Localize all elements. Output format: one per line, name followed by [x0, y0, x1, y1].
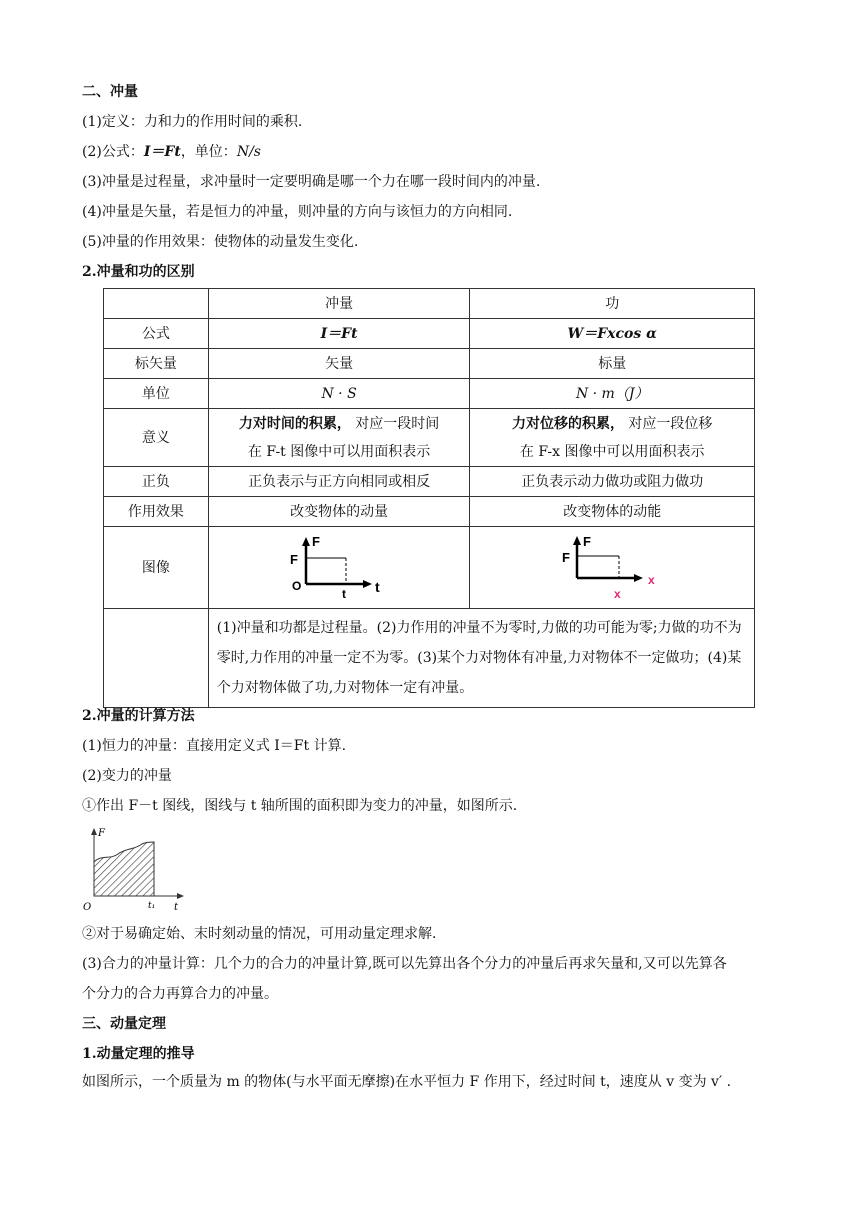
table-row-note — [104, 609, 755, 708]
derivation-title: 1.动量定理的推导 — [82, 1046, 195, 1062]
formula-prefix: (2)公式： — [82, 144, 144, 160]
table-row-header — [104, 289, 755, 319]
table-row-graph — [104, 527, 755, 609]
table-cell: 图像 — [104, 527, 209, 609]
t1-label: t₁ — [148, 901, 156, 911]
table-row-unit — [104, 379, 755, 409]
table-row-sign — [104, 467, 755, 497]
origin-label: O — [83, 902, 92, 913]
meaning-impulse-text: 对应一段时间 — [350, 415, 440, 432]
meaning-impulse-area: 在 F-t 图像中可以用面积表示 — [247, 443, 431, 460]
x-axis-label: t — [375, 578, 380, 595]
derivation-text: 如图所示，一个质量为 m 的物体(与水平面无摩擦)在水平恒力 F 作用下，经过时间 t，速度从 v 变为 v′ . — [82, 1074, 732, 1090]
calc-graph-method: ①作出 F－t 图线，图线与 t 轴所围的面积即为变力的冲量，如图所示. — [82, 798, 518, 814]
t-value-label: t — [342, 586, 347, 601]
meaning-work-text: 对应一段位移 — [623, 415, 713, 432]
meaning-work-area: 在 F-x 图像中可以用面积表示 — [519, 443, 705, 460]
comparison-title: 2.冲量和功的区别 — [82, 264, 195, 280]
table-cell: 作用效果 — [104, 497, 209, 527]
comparison-table — [103, 288, 755, 708]
table-cell: 矢量 — [208, 349, 470, 379]
f-x-graph — [557, 532, 667, 604]
definition-text: (1)定义：力和力的作用时间的乘积. — [82, 114, 303, 130]
section-title-theorem: 三、动量定理 — [82, 1016, 166, 1032]
table-cell: 标量 — [470, 349, 755, 379]
table-cell — [470, 409, 755, 467]
table-cell: 单位 — [104, 379, 209, 409]
table-cell — [104, 289, 209, 319]
calc-variable-force: (2)变力的冲量 — [82, 768, 172, 784]
formula-line — [82, 142, 261, 162]
table-note: (1)冲量和功都是过程量。(2)力作用的冲量不为零时,力做的功可能为零;力做的功不为零时,力作用的冲量一定不为零。(3)某个力对物体有冲量,力对物体不一定做功；(4)某个力对物体做了功,力对物体一定有冲量。 — [208, 609, 754, 708]
formula: I＝Ft — [143, 144, 181, 160]
table-row-formula — [104, 319, 755, 349]
table-row-effect — [104, 497, 755, 527]
force-label: F — [290, 551, 299, 567]
process-quantity-text: (3)冲量是过程量，求冲量时一定要明确是哪一个力在哪一段时间内的冲量. — [82, 174, 541, 190]
table-cell: N · S — [208, 379, 470, 409]
variable-force-figure — [80, 824, 190, 916]
y-axis-label: F — [583, 533, 592, 549]
meaning-impulse-bold: 力对时间的积累， — [238, 415, 351, 432]
formula-mid: ，单位： — [180, 144, 237, 160]
table-row-vector — [104, 349, 755, 379]
effect-text: (5)冲量的作用效果：使物体的动量发生变化. — [82, 234, 359, 250]
vector-text: (4)冲量是矢量，若是恒力的冲量，则冲量的方向与该恒力的方向相同. — [82, 204, 513, 220]
table-cell — [208, 527, 470, 609]
y-axis-label: F — [312, 533, 321, 549]
calc-title: 2.冲量的计算方法 — [82, 708, 195, 724]
x-value-label: x — [614, 586, 621, 601]
table-cell — [208, 409, 470, 467]
table-row-meaning — [104, 409, 755, 467]
table-cell: 标矢量 — [104, 349, 209, 379]
x-axis-label: x — [648, 572, 655, 587]
formula-unit: N/s — [236, 144, 261, 160]
origin-label: O — [292, 578, 302, 593]
table-cell: 正负 — [104, 467, 209, 497]
y-axis-label: F — [98, 828, 105, 839]
table-cell: 正负表示动力做功或阻力做功 — [470, 467, 755, 497]
table-cell: 改变物体的动量 — [208, 497, 470, 527]
section-title-impulse: 二、冲量 — [82, 84, 138, 100]
table-cell: W＝Fxcos α — [470, 319, 755, 349]
table-cell: I＝Ft — [208, 319, 470, 349]
table-cell: 意义 — [104, 409, 209, 467]
x-axis-label: t — [174, 902, 179, 913]
table-cell — [470, 527, 755, 609]
table-cell: 公式 — [104, 319, 209, 349]
table-cell: 改变物体的动能 — [470, 497, 755, 527]
force-label: F — [562, 549, 571, 565]
table-cell: 冲量 — [208, 289, 470, 319]
table-cell: N · m（J） — [470, 379, 755, 409]
f-t-graph — [284, 534, 394, 602]
calc-constant-force: (1)恒力的冲量：直接用定义式 I＝Ft 计算. — [82, 738, 347, 754]
table-cell: 功 — [470, 289, 755, 319]
meaning-work-bold: 力对位移的积累， — [511, 415, 624, 432]
table-cell: 正负表示与正方向相同或相反 — [208, 467, 470, 497]
calc-momentum-theorem: ②对于易确定始、末时刻动量的情况，可用动量定理求解. — [82, 926, 437, 942]
table-cell — [104, 609, 209, 708]
calc-net-force-a: (3)合力的冲量计算：几个力的合力的冲量计算,既可以先算出各个分力的冲量后再求矢量和,又可以先算各 — [82, 956, 727, 972]
calc-net-force-b: 个分力的合力再算合力的冲量。 — [82, 986, 278, 1002]
